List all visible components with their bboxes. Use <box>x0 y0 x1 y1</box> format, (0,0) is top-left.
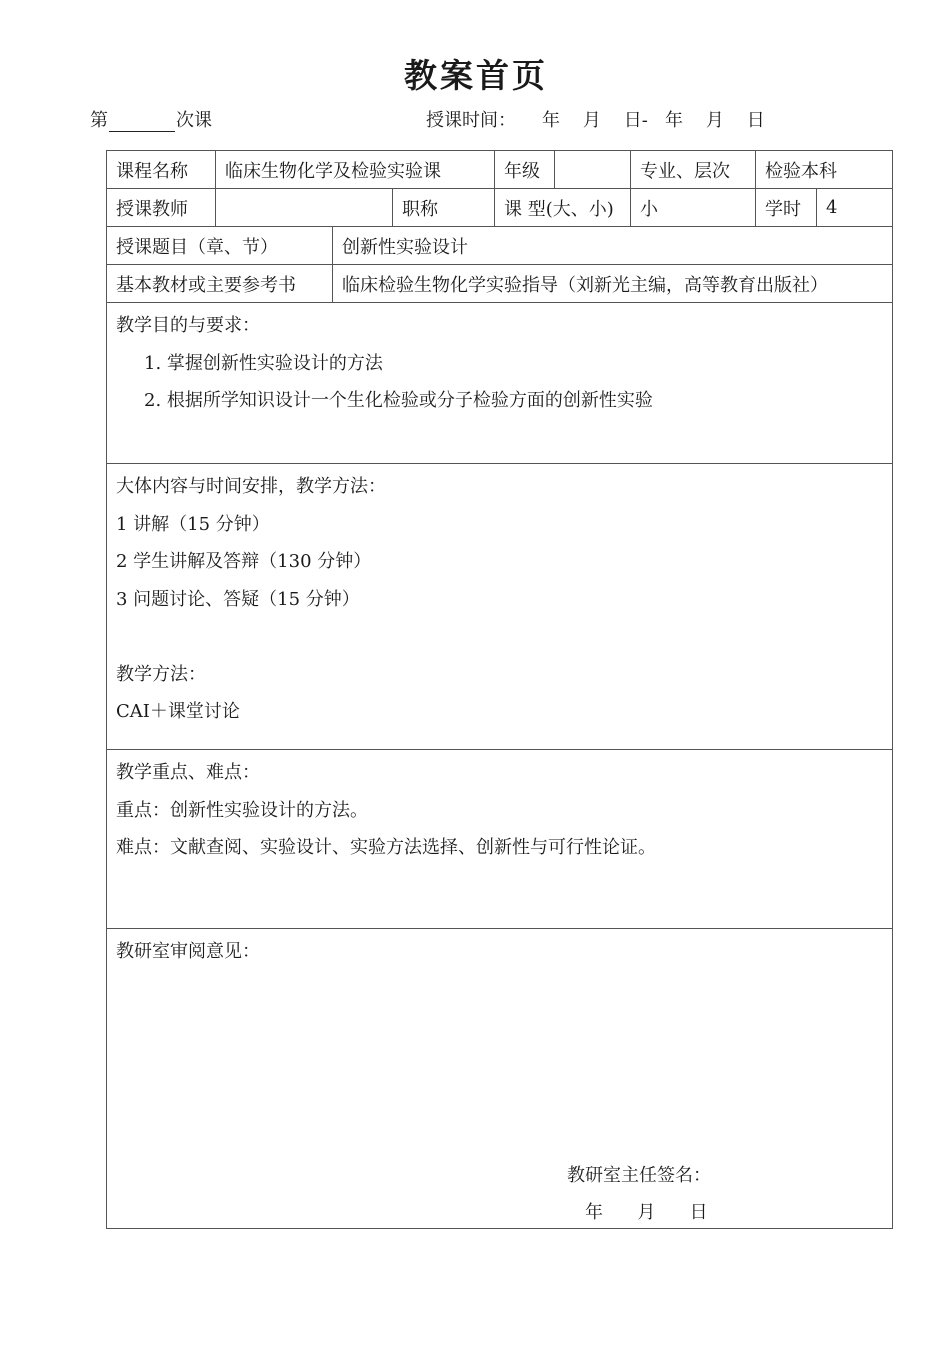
lesson-time-value: 年 月 日- 年 月 日 <box>542 110 765 131</box>
teacher-value <box>216 189 393 227</box>
lesson-suffix: 次课 <box>176 110 212 131</box>
grade-value <box>555 151 631 189</box>
content-item: 1 讲解（15 分钟） <box>116 513 270 535</box>
review-section <box>107 929 893 1229</box>
table-row-content <box>107 464 893 750</box>
textbook-value: 临床检验生物化学实验指导（刘新光主编，高等教育出版社） <box>333 265 893 303</box>
content-item: 3 问题讨论、答疑（15 分钟） <box>116 588 360 610</box>
director-signature-label: 教研室主任签名： <box>567 1165 711 1186</box>
content-heading: 大体内容与时间安排，教学方法： <box>116 476 386 497</box>
keypoints-heading: 教学重点、难点： <box>116 762 260 783</box>
major-value: 检验本科 <box>756 151 893 189</box>
major-label: 专业、层次 <box>631 151 756 189</box>
class-type-value: 小 <box>631 189 756 227</box>
course-name-value: 临床生物化学及检验实验课 <box>216 151 495 189</box>
content-section <box>107 464 893 750</box>
content-item: 2 学生讲解及答辩（130 分钟） <box>116 551 372 572</box>
keypoints-section <box>107 750 893 929</box>
lesson-time-line <box>426 106 765 132</box>
objective-item: 2. 根据所学知识设计一个生化检验或分子检验方面的创新性实验 <box>144 390 653 411</box>
textbook-label: 基本教材或主要参考书 <box>107 265 333 303</box>
page-title: 教案首页 <box>404 56 548 95</box>
review-heading: 教研室审阅意见： <box>116 941 260 962</box>
table-row-keypoints <box>107 750 893 929</box>
objective-item: 1. 掌握创新性实验设计的方法 <box>144 352 383 374</box>
lesson-prefix: 第 <box>90 110 108 131</box>
objectives-section <box>107 303 893 464</box>
table-row-textbook <box>107 265 893 303</box>
signature-date: 年 月 日 <box>585 1202 708 1223</box>
teacher-label: 授课教师 <box>107 189 216 227</box>
table-row-topic <box>107 227 893 265</box>
table-row-teacher <box>107 189 893 227</box>
table-row-review <box>107 929 893 1229</box>
lesson-plan-table <box>106 150 893 1229</box>
course-name-label: 课程名称 <box>107 151 216 189</box>
grade-label: 年级 <box>495 151 555 189</box>
method-value: CAI＋课堂讨论 <box>116 701 240 722</box>
lesson-number-blank <box>109 113 175 132</box>
difficult-point: 难点：文献查阅、实验设计、实验方法选择、创新性与可行性论证。 <box>116 837 656 858</box>
hours-value: 4 <box>817 189 893 227</box>
lesson-number-line <box>90 106 212 132</box>
table-row-objectives <box>107 303 893 464</box>
topic-label: 授课题目（章、节） <box>107 227 333 265</box>
key-point: 重点：创新性实验设计的方法。 <box>116 799 368 821</box>
topic-value: 创新性实验设计 <box>333 227 893 265</box>
hours-label: 学时 <box>756 189 817 227</box>
objectives-heading: 教学目的与要求： <box>116 315 260 336</box>
method-heading: 教学方法： <box>116 663 206 685</box>
class-type-label: 课 型(大、小) <box>495 189 631 227</box>
table-row-course <box>107 151 893 189</box>
title-label: 职称 <box>393 189 495 227</box>
lesson-time-label: 授课时间： <box>426 110 516 131</box>
